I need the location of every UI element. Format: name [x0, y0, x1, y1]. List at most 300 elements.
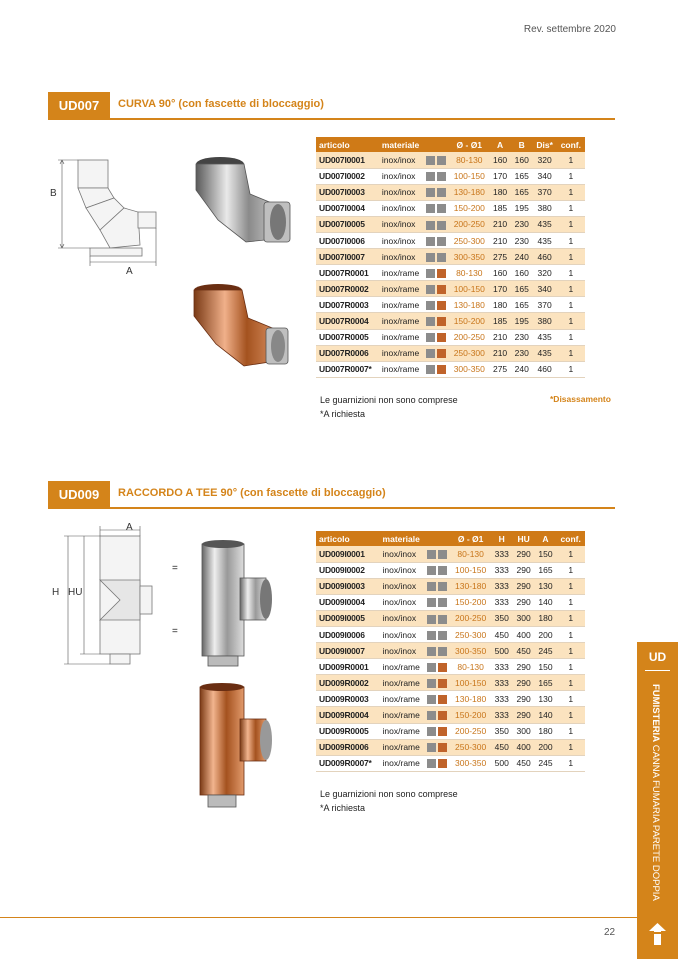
swatch-inner-color [438, 663, 447, 672]
cell-materiale: inox/inox [379, 249, 425, 265]
cell-diametro: 130-180 [449, 297, 489, 313]
cell-swatch [426, 755, 450, 771]
cell-diametro: 80-130 [449, 265, 489, 281]
cell-swatch [426, 659, 450, 675]
cell-diametro: 250-300 [449, 345, 489, 361]
cell-dim3: 460 [533, 361, 557, 377]
cell-conf: 1 [557, 345, 585, 361]
table-body [316, 152, 585, 377]
side-tab-rest: CANNA FUMARIA PARETE DOPPIA [650, 742, 661, 901]
cell-conf: 1 [557, 168, 585, 184]
cell-dim2: 290 [513, 675, 535, 691]
swatch-outer-color [427, 759, 436, 768]
cell-articolo: UD007I0003 [316, 184, 379, 200]
swatch-outer-color [427, 743, 436, 752]
cell-materiale: inox/rame [379, 281, 425, 297]
swatch-inner-color [438, 647, 447, 656]
swatch-outer-color [426, 285, 435, 294]
cell-diametro: 250-300 [449, 232, 489, 248]
cell-dim1: 333 [491, 691, 513, 707]
cell-dim1: 333 [491, 546, 513, 562]
cell-dim2: 290 [513, 562, 535, 578]
cell-diametro: 300-350 [449, 249, 489, 265]
cell-swatch [426, 610, 450, 626]
cell-materiale: inox/rame [380, 707, 427, 723]
diagram-label-b: B [50, 188, 57, 199]
cell-conf: 1 [556, 626, 585, 642]
cell-dim2: 160 [511, 265, 533, 281]
table-header-row [316, 137, 585, 152]
cell-articolo: UD007R0004 [316, 313, 379, 329]
table-row [316, 200, 585, 216]
cell-dim1: 160 [489, 265, 511, 281]
swatch-outer-color [427, 582, 436, 591]
cell-dim3: 380 [533, 200, 557, 216]
cell-dim1: 500 [491, 643, 513, 659]
cell-dim3: 370 [533, 184, 557, 200]
swatch-outer-color [427, 695, 436, 704]
table-row [316, 184, 585, 200]
cell-diametro: 130-180 [449, 184, 489, 200]
cell-diametro: 100-150 [449, 168, 489, 184]
col-diametro: Ø - Ø1 [450, 531, 490, 546]
cell-dim2: 230 [511, 345, 533, 361]
cell-dim2: 290 [513, 546, 535, 562]
swatch-outer-color [426, 204, 435, 213]
cell-articolo: UD007I0004 [316, 200, 379, 216]
swatch-outer-color [427, 727, 436, 736]
table-row [316, 249, 585, 265]
swatch-inner-color [437, 285, 446, 294]
swatch-inner-color [438, 695, 447, 704]
cell-swatch [426, 739, 450, 755]
swatch-inner-color [438, 679, 447, 688]
tee-diagram [48, 520, 188, 670]
side-tab-text [650, 684, 661, 901]
swatch-inner-color [437, 156, 446, 165]
section-rule [48, 507, 615, 509]
note-guarnizioni: Le guarnizioni non sono comprese [320, 395, 458, 405]
cell-materiale: inox/inox [380, 546, 427, 562]
cell-conf: 1 [557, 152, 585, 168]
side-tab-separator [645, 670, 670, 671]
cell-swatch [426, 578, 450, 594]
cell-dim1: 350 [491, 723, 513, 739]
swatch-outer-color [427, 647, 436, 656]
cell-dim1: 333 [491, 594, 513, 610]
tee-rame-photo [190, 683, 275, 813]
col-b: B [511, 137, 533, 152]
cell-articolo: UD009R0001 [316, 659, 380, 675]
cell-articolo: UD009R0004 [316, 707, 380, 723]
cell-dim1: 210 [489, 216, 511, 232]
note-guarnizioni: Le guarnizioni non sono comprese [320, 789, 458, 799]
cell-articolo: UD007R0005 [316, 329, 379, 345]
equal-mark-top: = [172, 563, 178, 574]
cell-materiale: inox/inox [379, 216, 425, 232]
cell-dim2: 290 [513, 691, 535, 707]
cell-diametro: 130-180 [450, 578, 490, 594]
col-swatch [426, 531, 450, 546]
cell-materiale: inox/rame [379, 313, 425, 329]
cell-articolo: UD007I0002 [316, 168, 379, 184]
cell-conf: 1 [556, 594, 585, 610]
swatch-inner-color [438, 711, 447, 720]
cell-dim1: 350 [491, 610, 513, 626]
cell-dim1: 275 [489, 249, 511, 265]
cell-materiale: inox/inox [380, 610, 427, 626]
cell-dim1: 275 [489, 361, 511, 377]
cell-dim1: 333 [491, 578, 513, 594]
col-articolo: articolo [316, 137, 379, 152]
cell-dim2: 450 [513, 643, 535, 659]
swatch-outer-color [426, 172, 435, 181]
cell-dim3: 340 [533, 168, 557, 184]
cell-dim2: 230 [511, 216, 533, 232]
swatch-outer-color [426, 188, 435, 197]
table-row [316, 297, 585, 313]
cell-conf: 1 [556, 610, 585, 626]
tee-inox-photo [190, 538, 275, 668]
cell-conf: 1 [556, 578, 585, 594]
cell-swatch [425, 265, 449, 281]
cell-dim1: 210 [489, 329, 511, 345]
cell-articolo: UD009I0001 [316, 546, 380, 562]
cell-dim3: 130 [535, 691, 557, 707]
cell-materiale: inox/inox [379, 168, 425, 184]
spec-table-ud007 [316, 137, 585, 378]
swatch-inner-color [438, 582, 447, 591]
cell-dim2: 290 [513, 578, 535, 594]
cell-swatch [426, 643, 450, 659]
cell-conf: 1 [556, 755, 585, 771]
cell-dim3: 435 [533, 345, 557, 361]
cell-swatch [425, 329, 449, 345]
table-row [316, 313, 585, 329]
side-tab-bold: FUMISTERIA [650, 684, 661, 743]
cell-swatch [426, 562, 450, 578]
cell-diametro: 250-300 [450, 626, 490, 642]
table-row [316, 152, 585, 168]
cell-dim3: 320 [533, 152, 557, 168]
side-tab-code: UD [648, 650, 667, 664]
cell-materiale: inox/inox [379, 152, 425, 168]
footer-rule [0, 917, 637, 918]
swatch-inner-color [437, 172, 446, 181]
col-conf: conf. [556, 531, 585, 546]
cell-conf: 1 [556, 723, 585, 739]
swatch-inner-color [437, 365, 446, 374]
swatch-outer-color [427, 663, 436, 672]
table-row [316, 562, 585, 578]
cell-swatch [425, 361, 449, 377]
cell-dim2: 165 [511, 184, 533, 200]
table-row [316, 345, 585, 361]
cell-dim1: 333 [491, 675, 513, 691]
swatch-inner-color [438, 759, 447, 768]
swatch-outer-color [426, 365, 435, 374]
table-row [316, 168, 585, 184]
swatch-outer-color [426, 221, 435, 230]
cell-swatch [425, 297, 449, 313]
section-header-ud007 [48, 92, 615, 120]
swatch-inner-color [437, 237, 446, 246]
cell-dim2: 300 [513, 610, 535, 626]
elbow-diagram [48, 150, 178, 280]
swatch-outer-color [427, 566, 436, 575]
cell-dim2: 240 [511, 361, 533, 377]
cell-diametro: 100-150 [450, 562, 490, 578]
cell-conf: 1 [556, 562, 585, 578]
swatch-outer-color [426, 349, 435, 358]
cell-dim3: 165 [535, 562, 557, 578]
cell-dim2: 165 [511, 297, 533, 313]
cell-diametro: 150-200 [450, 707, 490, 723]
cell-dim3: 435 [533, 329, 557, 345]
cell-swatch [425, 345, 449, 361]
cell-swatch [425, 249, 449, 265]
swatch-outer-color [426, 301, 435, 310]
cell-diametro: 200-250 [449, 329, 489, 345]
cell-conf: 1 [557, 200, 585, 216]
cell-articolo: UD009I0006 [316, 626, 380, 642]
cell-conf: 1 [557, 313, 585, 329]
swatch-inner-color [438, 615, 447, 624]
spec-table-ud009 [316, 531, 585, 772]
note-richiesta: *A richiesta [320, 409, 366, 419]
cell-materiale: inox/rame [379, 345, 425, 361]
col-a: A [535, 531, 557, 546]
cell-dim1: 160 [489, 152, 511, 168]
col-hu: HU [513, 531, 535, 546]
equal-mark-bottom: = [172, 626, 178, 637]
elbow-rame-photo [188, 280, 303, 375]
cell-materiale: inox/inox [379, 184, 425, 200]
cell-articolo: UD009R0006 [316, 739, 380, 755]
swatch-inner-color [438, 550, 447, 559]
cell-dim2: 290 [513, 594, 535, 610]
cell-diametro: 200-250 [450, 723, 490, 739]
cell-dim1: 170 [489, 281, 511, 297]
cell-dim3: 200 [535, 626, 557, 642]
cell-dim3: 150 [535, 659, 557, 675]
note-richiesta: *A richiesta [320, 803, 366, 813]
col-dis: Dis* [533, 137, 557, 152]
cell-conf: 1 [556, 546, 585, 562]
cell-dim3: 245 [535, 755, 557, 771]
cell-swatch [425, 232, 449, 248]
cell-dim2: 195 [511, 313, 533, 329]
diagram-label-hu: HU [68, 587, 83, 598]
cell-materiale: inox/inox [379, 200, 425, 216]
cell-dim2: 230 [511, 232, 533, 248]
cell-articolo: UD009I0002 [316, 562, 380, 578]
cell-dim2: 300 [513, 723, 535, 739]
cell-dim1: 333 [491, 562, 513, 578]
swatch-outer-color [427, 679, 436, 688]
cell-swatch [426, 723, 450, 739]
cell-articolo: UD007R0002 [316, 281, 379, 297]
table-row [316, 265, 585, 281]
section-header-ud009 [48, 481, 615, 509]
swatch-inner-color [438, 743, 447, 752]
page-number: 22 [604, 927, 616, 938]
cell-articolo: UD007R0001 [316, 265, 379, 281]
cell-swatch [425, 184, 449, 200]
cell-conf: 1 [557, 216, 585, 232]
col-a: A [489, 137, 511, 152]
col-conf: conf. [557, 137, 585, 152]
cell-dim3: 370 [533, 297, 557, 313]
cell-dim2: 165 [511, 281, 533, 297]
col-materiale: materiale [380, 531, 427, 546]
swatch-outer-color [427, 711, 436, 720]
col-materiale: materiale [379, 137, 425, 152]
cell-articolo: UD009I0007 [316, 643, 380, 659]
cell-diametro: 300-350 [450, 643, 490, 659]
section-code: UD007 [48, 92, 110, 120]
swatch-inner-color [437, 204, 446, 213]
cell-conf: 1 [556, 739, 585, 755]
cell-swatch [426, 691, 450, 707]
cell-materiale: inox/rame [380, 723, 427, 739]
cell-dim1: 210 [489, 345, 511, 361]
cell-materiale: inox/rame [379, 361, 425, 377]
cell-swatch [426, 626, 450, 642]
cell-dim1: 500 [491, 755, 513, 771]
section-rule [48, 118, 615, 120]
cell-dim1: 170 [489, 168, 511, 184]
cell-dim1: 180 [489, 184, 511, 200]
cell-materiale: inox/rame [379, 265, 425, 281]
cell-conf: 1 [557, 184, 585, 200]
cell-dim1: 450 [491, 626, 513, 642]
side-chapter-tab [637, 642, 678, 959]
cell-articolo: UD009R0002 [316, 675, 380, 691]
cell-materiale: inox/inox [380, 562, 427, 578]
cell-swatch [425, 216, 449, 232]
cell-dim3: 165 [535, 675, 557, 691]
cell-diametro: 80-130 [450, 659, 490, 675]
cell-conf: 1 [557, 232, 585, 248]
table-header-row [316, 531, 585, 546]
cell-conf: 1 [557, 361, 585, 377]
swatch-inner-color [437, 188, 446, 197]
cell-materiale: inox/rame [379, 297, 425, 313]
cell-dim2: 165 [511, 168, 533, 184]
cell-swatch [425, 152, 449, 168]
cell-diametro: 250-300 [450, 739, 490, 755]
table-row [316, 626, 585, 642]
cell-conf: 1 [557, 329, 585, 345]
cell-dim1: 333 [491, 659, 513, 675]
cell-dim3: 320 [533, 265, 557, 281]
cell-articolo: UD007I0007 [316, 249, 379, 265]
cell-articolo: UD007I0006 [316, 232, 379, 248]
col-articolo: articolo [316, 531, 380, 546]
cell-conf: 1 [557, 249, 585, 265]
cell-swatch [425, 200, 449, 216]
cell-dim2: 290 [513, 659, 535, 675]
col-swatch [425, 137, 449, 152]
swatch-outer-color [427, 550, 436, 559]
table-row [316, 707, 585, 723]
cell-dim1: 210 [489, 232, 511, 248]
cell-dim1: 180 [489, 297, 511, 313]
table-row [316, 594, 585, 610]
cell-dim2: 290 [513, 707, 535, 723]
note-disassamento: *Disassamento [550, 394, 611, 404]
table-row [316, 691, 585, 707]
cell-dim3: 340 [533, 281, 557, 297]
swatch-outer-color [427, 631, 436, 640]
cell-dim3: 200 [535, 739, 557, 755]
cell-conf: 1 [556, 675, 585, 691]
cell-swatch [425, 168, 449, 184]
swatch-inner-color [438, 566, 447, 575]
table-row [316, 723, 585, 739]
cell-dim3: 180 [535, 723, 557, 739]
cell-dim3: 130 [535, 578, 557, 594]
cell-articolo: UD007R0003 [316, 297, 379, 313]
cell-materiale: inox/inox [380, 594, 427, 610]
table-row [316, 755, 585, 771]
swatch-outer-color [427, 598, 436, 607]
up-arrow-icon[interactable] [649, 923, 666, 945]
swatch-inner-color [437, 221, 446, 230]
col-h: H [491, 531, 513, 546]
table-row [316, 610, 585, 626]
diagram-label-a: A [126, 522, 133, 533]
cell-articolo: UD009R0005 [316, 723, 380, 739]
swatch-outer-color [427, 615, 436, 624]
cell-articolo: UD009R0003 [316, 691, 380, 707]
table-row [316, 659, 585, 675]
cell-materiale: inox/inox [380, 643, 427, 659]
swatch-inner-color [437, 269, 446, 278]
cell-dim3: 460 [533, 249, 557, 265]
swatch-inner-color [438, 631, 447, 640]
cell-diametro: 300-350 [449, 361, 489, 377]
revision-date: Rev. settembre 2020 [523, 24, 616, 35]
cell-conf: 1 [557, 281, 585, 297]
cell-swatch [425, 281, 449, 297]
cell-conf: 1 [556, 691, 585, 707]
swatch-inner-color [437, 349, 446, 358]
cell-articolo: UD007I0001 [316, 152, 379, 168]
table-row [316, 329, 585, 345]
section-title: CURVA 90° (con fascette di bloccaggio) [118, 98, 324, 110]
table-row [316, 216, 585, 232]
cell-dim3: 435 [533, 216, 557, 232]
cell-materiale: inox/rame [380, 691, 427, 707]
cell-dim3: 380 [533, 313, 557, 329]
cell-conf: 1 [556, 659, 585, 675]
cell-dim3: 140 [535, 594, 557, 610]
elbow-inox-photo [188, 150, 303, 250]
cell-dim3: 180 [535, 610, 557, 626]
section-code: UD009 [48, 481, 110, 509]
cell-swatch [425, 313, 449, 329]
cell-articolo: UD009I0004 [316, 594, 380, 610]
cell-diametro: 80-130 [449, 152, 489, 168]
cell-diametro: 300-350 [450, 755, 490, 771]
cell-conf: 1 [556, 707, 585, 723]
cell-dim2: 400 [513, 626, 535, 642]
cell-dim2: 230 [511, 329, 533, 345]
diagram-label-a: A [126, 266, 133, 277]
cell-articolo: UD007R0007* [316, 361, 379, 377]
